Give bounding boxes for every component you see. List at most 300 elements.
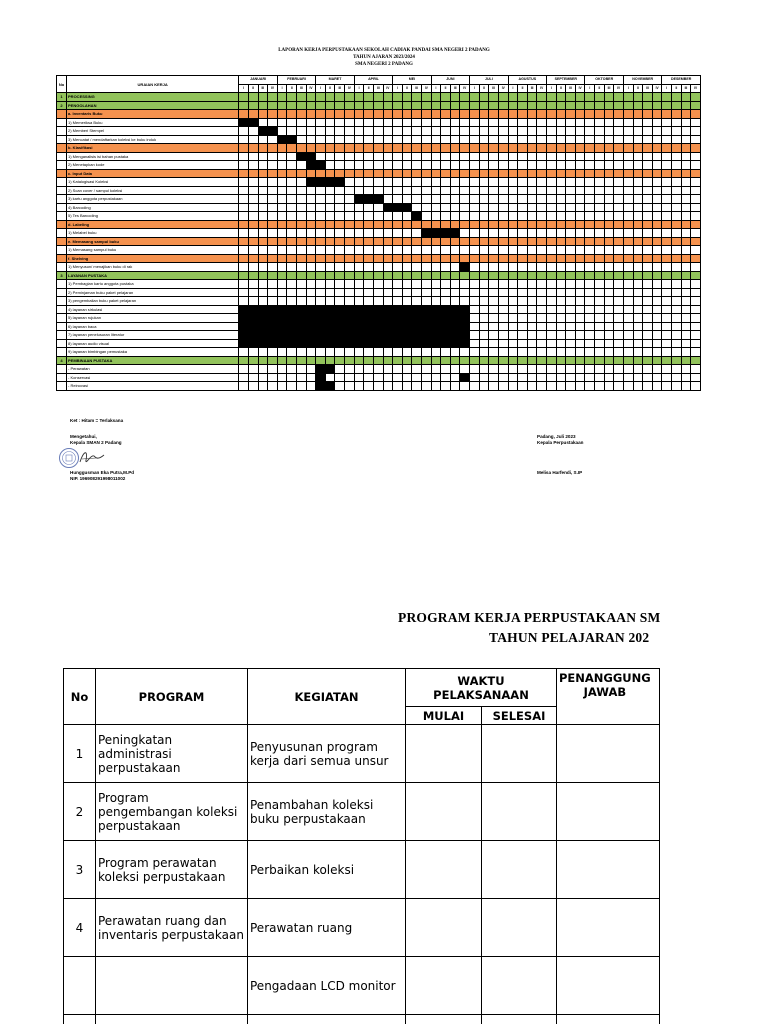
gantt-row-label: 3) Mencatat / mendaftarkan koleksi ke buku induk: [67, 135, 239, 144]
gantt-cell: [672, 101, 682, 110]
gantt-row-label: 4) Barcoding: [67, 203, 239, 212]
gantt-cell: [681, 237, 691, 246]
gantt-week-header: III: [527, 84, 537, 93]
gantt-cell: [672, 135, 682, 144]
gantt-cell: [681, 127, 691, 136]
gantt-cell: [681, 229, 691, 238]
gantt-week-header: III: [450, 84, 460, 93]
gantt-row-label: PEMBINAAN PUSTAKA: [67, 356, 239, 365]
program-row-selesai: [482, 957, 557, 1015]
gantt-cell: [691, 152, 701, 161]
gantt-header-uraian: URAIAN KERJA: [67, 76, 239, 93]
gantt-row-label: 3) pengembalian buku paket pelajaran: [67, 297, 239, 306]
gantt-cell: [672, 229, 682, 238]
gantt-cell: [662, 110, 672, 119]
left-sign-name: Hunggusman Eka Putra,M.Pd: [70, 470, 135, 475]
gantt-cell: [672, 322, 682, 331]
gantt-cell: [681, 356, 691, 365]
gantt-cell: [691, 322, 701, 331]
gantt-cell: [691, 365, 701, 374]
gantt-cell: [662, 169, 672, 178]
gantt-week-header: III: [489, 84, 499, 93]
gantt-cell: [672, 305, 682, 314]
gantt-week-header: I: [431, 84, 441, 93]
gantt-cell: [672, 314, 682, 323]
gantt-cell: [681, 288, 691, 297]
gantt-week-header: III: [335, 84, 345, 93]
gantt-row-label: 9) layanan bimbingan pemustaka: [67, 348, 239, 357]
program-row: [64, 899, 660, 957]
gantt-cell: [681, 348, 691, 357]
gantt-row-label: - Konservasi: [67, 373, 239, 382]
program-row-no: 3: [64, 841, 96, 899]
program-empty-cell: [96, 1015, 248, 1024]
gantt-cell: [691, 135, 701, 144]
gantt-cell: [662, 118, 672, 127]
gantt-row-label: 7) layanan penelusuran literatur: [67, 331, 239, 340]
gantt-week-header: III: [604, 84, 614, 93]
gantt-cell: [681, 144, 691, 153]
gantt-cell: [681, 212, 691, 221]
gantt-cell: [681, 280, 691, 289]
gantt-cell: [662, 365, 672, 374]
program-empty-cell: [64, 1015, 96, 1024]
gantt-week-header: IV: [383, 84, 393, 93]
gantt-week-header: II: [672, 84, 682, 93]
program-table: [63, 668, 660, 1024]
gantt-row-no: 1: [57, 93, 67, 102]
gantt-cell: [681, 101, 691, 110]
program-row-pj: [557, 783, 660, 841]
gantt-cell: [691, 110, 701, 119]
gantt-row-label: 3) kartu anggota perpustakaan: [67, 195, 239, 204]
gantt-cell: [672, 152, 682, 161]
gantt-cell: [691, 263, 701, 272]
gantt-week-header: I: [354, 84, 364, 93]
gantt-row-label: 1) Memasang sampul buku: [67, 246, 239, 255]
gantt-cell: [691, 229, 701, 238]
gantt-month-header: FEBRUARI: [277, 76, 315, 85]
gantt-cell: [681, 246, 691, 255]
gantt-cell: [691, 339, 701, 348]
gantt-week-header: II: [556, 84, 566, 93]
gantt-month-header: MARET: [316, 76, 354, 85]
gantt-cell: [681, 118, 691, 127]
gantt-week-header: IV: [691, 84, 701, 93]
left-sign-nip: NIP. 196908291998011002: [70, 476, 126, 481]
gantt-row-label: 1) Memeriksa Buku: [67, 118, 239, 127]
program-row-kegiatan: Penambahan koleksi buku perpustakaan: [248, 783, 406, 841]
gantt-cell: [672, 118, 682, 127]
gantt-row-label: LAYANAN PUSTAKA: [67, 271, 239, 280]
gantt-cell: [672, 348, 682, 357]
program-row-kegiatan: Perawatan ruang: [248, 899, 406, 957]
gantt-week-header: IV: [306, 84, 316, 93]
gantt-week-header: III: [681, 84, 691, 93]
gantt-week-header: III: [258, 84, 268, 93]
gantt-cell: [672, 127, 682, 136]
gantt-cell: [662, 195, 672, 204]
gantt-cell: [672, 237, 682, 246]
gantt-month-header: SEPTEMBER: [547, 76, 585, 85]
gantt-cell: [672, 203, 682, 212]
program-row-no: 2: [64, 783, 96, 841]
gantt-cell: [662, 220, 672, 229]
program-row: [64, 783, 660, 841]
gantt-cell: [681, 254, 691, 263]
gantt-cell: [681, 373, 691, 382]
header-kegiatan: KEGIATAN: [248, 669, 406, 725]
gantt-month-header: APRIL: [354, 76, 392, 85]
program-row-pj: [557, 899, 660, 957]
gantt-month-header: NOVEMBER: [623, 76, 661, 85]
gantt-cell: [681, 297, 691, 306]
gantt-cell: [691, 297, 701, 306]
gantt-cell: [662, 101, 672, 110]
gantt-week-header: I: [393, 84, 403, 93]
gantt-cell: [662, 186, 672, 195]
gantt-cell: [691, 220, 701, 229]
gantt-row-label: 2) Memberi Stempel: [67, 127, 239, 136]
gantt-week-header: III: [643, 84, 653, 93]
program-row-selesai: [482, 841, 557, 899]
gantt-cell: [672, 382, 682, 391]
gantt-cell: [662, 254, 672, 263]
gantt-cell: [691, 254, 701, 263]
left-sign-position: Kepala SMAN 2 Padang: [70, 440, 122, 445]
program-row-mulai: [406, 841, 482, 899]
header-selesai: SELESAI: [482, 707, 557, 725]
gantt-week-header: II: [595, 84, 605, 93]
gantt-cell: [681, 195, 691, 204]
gantt-row-label: 5) layanan rujukan: [67, 314, 239, 323]
gantt-week-header: III: [412, 84, 422, 93]
gantt-row-label: e. Memasang sampul buku: [67, 237, 239, 246]
gantt-row-label: 2) Peminjaman buku paket pelajaran: [67, 288, 239, 297]
program-row: [64, 841, 660, 899]
gantt-cell: [681, 152, 691, 161]
gantt-cell: [681, 186, 691, 195]
gantt-cell: [662, 305, 672, 314]
gantt-row-label: 2) Menetapkan kode: [67, 161, 239, 170]
gantt-month-header: JULI: [470, 76, 508, 85]
program-row-pj: [557, 725, 660, 783]
gantt-cell: [681, 314, 691, 323]
gantt-row-label: - Reinovasi: [67, 382, 239, 391]
gantt-week-header: I: [316, 84, 326, 93]
report-year: TAHUN AJARAN 2023/2024: [353, 55, 415, 60]
gantt-cell: [672, 280, 682, 289]
gantt-cell: [672, 246, 682, 255]
report-title: LAPORAN KERJA PERPUSTAKAAN SEKOLAH CADIAK PANDAI SMA NEGERI 2 PADANG: [278, 48, 490, 53]
gantt-cell: [691, 237, 701, 246]
gantt-cell: [691, 356, 701, 365]
header-mulai: MULAI: [406, 707, 482, 725]
gantt-month-header: JANUARI: [239, 76, 277, 85]
gantt-cell: [681, 322, 691, 331]
gantt-week-header: II: [518, 84, 528, 93]
gantt-cell: [662, 203, 672, 212]
gantt-cell: [672, 365, 682, 374]
gantt-row-label: PENGOLAHAN: [67, 101, 239, 110]
gantt-cell: [681, 220, 691, 229]
gantt-cell: [662, 237, 672, 246]
left-sign-known: Mengetahui,: [70, 434, 97, 439]
program-row-program: Program pengembangan koleksi perpustakaan: [96, 783, 248, 841]
gantt-cell: [691, 382, 701, 391]
gantt-row-label: PROCESSING: [67, 93, 239, 102]
gantt-week-header: II: [633, 84, 643, 93]
gantt-cell: [672, 186, 682, 195]
gantt-row-label: 1) Menganalisis isi bahan pustaka: [67, 152, 239, 161]
gantt-week-header: III: [566, 84, 576, 93]
gantt-cell: [662, 356, 672, 365]
right-sign-place-date: Padang, Juli 2023: [537, 434, 576, 439]
gantt-cell: [681, 135, 691, 144]
gantt-cell: [691, 331, 701, 340]
gantt-cell: [691, 101, 701, 110]
gantt-cell: [672, 263, 682, 272]
gantt-week-header: IV: [345, 84, 355, 93]
gantt-cell: [662, 348, 672, 357]
program-empty-cell: [557, 1015, 660, 1024]
gantt-week-header: IV: [460, 84, 470, 93]
gantt-cell: [662, 263, 672, 272]
gantt-week-header: II: [441, 84, 451, 93]
gantt-row-label: 1) Katalogisasi Koleksi: [67, 178, 239, 187]
gantt-cell: [662, 297, 672, 306]
gantt-cell: [681, 178, 691, 187]
gantt-week-header: II: [248, 84, 258, 93]
gantt-week-header: II: [325, 84, 335, 93]
gantt-row-label: 8) layanan audio visual: [67, 339, 239, 348]
gantt-cell: [662, 246, 672, 255]
gantt-cell: [672, 288, 682, 297]
gantt-cell: [672, 271, 682, 280]
gantt-row-label: 1) Pembagian kartu anggota pustaka: [67, 280, 239, 289]
gantt-cell: [662, 161, 672, 170]
gantt-cell: [691, 280, 701, 289]
program-row-no: 4: [64, 899, 96, 957]
gantt-cell: [662, 229, 672, 238]
program-row-kegiatan: Penyusunan program kerja dari semua unsur: [248, 725, 406, 783]
gantt-cell: [662, 152, 672, 161]
gantt-cell: [672, 373, 682, 382]
gantt-week-header: IV: [268, 84, 278, 93]
gantt-week-header: I: [508, 84, 518, 93]
gantt-cell: [662, 288, 672, 297]
program-row-selesai: [482, 783, 557, 841]
gantt-week-header: III: [373, 84, 383, 93]
gantt-cell: [681, 271, 691, 280]
right-sign-position: Kepala Perpustakaan: [537, 440, 584, 445]
program-empty-cell: [482, 1015, 557, 1024]
gantt-cell: [691, 305, 701, 314]
gantt-week-header: II: [479, 84, 489, 93]
gantt-cell: [691, 195, 701, 204]
gantt-cell: [691, 186, 701, 195]
program-row-selesai: [482, 899, 557, 957]
gantt-cell: [672, 339, 682, 348]
gantt-month-header: MEI: [393, 76, 431, 85]
gantt-month-header: OKTOBER: [585, 76, 623, 85]
program-row-selesai: [482, 725, 557, 783]
gantt-cell: [691, 212, 701, 221]
program-row-program: [96, 957, 248, 1015]
gantt-cell: [691, 288, 701, 297]
gantt-row-label: 1) Melabel buku: [67, 229, 239, 238]
program-row-no: [64, 957, 96, 1015]
program-row: [64, 1015, 660, 1024]
program-row: [64, 725, 660, 783]
program-row: [64, 957, 660, 1015]
gantt-cell: [662, 127, 672, 136]
gantt-cell: [681, 331, 691, 340]
gantt-week-header: I: [547, 84, 557, 93]
program-row-kegiatan: Pengadaan LCD monitor: [248, 957, 406, 1015]
gantt-cell: [672, 220, 682, 229]
gantt-cell: [691, 373, 701, 382]
gantt-cell: [691, 169, 701, 178]
program-row-mulai: [406, 783, 482, 841]
gantt-row-label: - Perawatan: [67, 365, 239, 374]
gantt-row-no: 4: [57, 356, 67, 365]
gantt-header-no: No: [57, 76, 67, 93]
program-row-mulai: [406, 725, 482, 783]
gantt-cell: [681, 382, 691, 391]
gantt-week-header: IV: [652, 84, 662, 93]
gantt-cell: [691, 178, 701, 187]
gantt-cell: [691, 348, 701, 357]
gantt-cell: [662, 271, 672, 280]
program-empty-cell: [406, 1015, 482, 1024]
gantt-cell: [672, 178, 682, 187]
gantt-row-label: f. Shelving: [67, 254, 239, 263]
gantt-week-header: III: [297, 84, 307, 93]
gantt-cell: [672, 356, 682, 365]
gantt-cell: [681, 305, 691, 314]
gantt-month-header: AGUSTUS: [508, 76, 546, 85]
header-no: No: [64, 669, 96, 725]
program-empty-cell: [248, 1015, 406, 1024]
program-row-no: 1: [64, 725, 96, 783]
gantt-cell: [672, 254, 682, 263]
program-row-mulai: [406, 899, 482, 957]
gantt-week-header: II: [364, 84, 374, 93]
gantt-cell: [662, 322, 672, 331]
gantt-row-no: 2: [57, 101, 67, 110]
gantt-week-header: I: [662, 84, 672, 93]
gantt-cell: [672, 297, 682, 306]
gantt-week-header: I: [239, 84, 249, 93]
right-sign-name: Melisa Harfendi, S.IP: [537, 470, 583, 475]
program-row-program: Program perawatan koleksi perpustakaan: [96, 841, 248, 899]
gantt-week-header: I: [585, 84, 595, 93]
gantt-cell: [691, 127, 701, 136]
gantt-cell: [681, 339, 691, 348]
gantt-cell: [672, 93, 682, 102]
gantt-cell: [691, 314, 701, 323]
program-row-pj: [557, 957, 660, 1015]
gantt-week-header: IV: [498, 84, 508, 93]
gantt-cell: [691, 118, 701, 127]
gantt-cell: [662, 93, 672, 102]
gantt-week-header: IV: [614, 84, 624, 93]
gantt-row-no: 3: [57, 271, 67, 280]
gantt-cell: [691, 161, 701, 170]
gantt-row-label: c. Input Data: [67, 169, 239, 178]
gantt-cell: [662, 280, 672, 289]
gantt-week-header: II: [287, 84, 297, 93]
gantt-cell: [662, 373, 672, 382]
gantt-cell: [662, 135, 672, 144]
gantt-cell: [662, 339, 672, 348]
gantt-week-header: IV: [422, 84, 432, 93]
gantt-cell: [681, 203, 691, 212]
program-year: TAHUN PELAJARAN 202: [489, 630, 650, 645]
program-row-mulai: [406, 957, 482, 1015]
gantt-cell: [672, 144, 682, 153]
gantt-row-label: b. Klasifikasi: [67, 144, 239, 153]
gantt-week-header: IV: [537, 84, 547, 93]
gantt-month-header: JUNI: [431, 76, 469, 85]
gantt-cell: [662, 314, 672, 323]
report-school: SMA NEGERI 2 PADANG: [355, 62, 413, 67]
gantt-cell: [691, 271, 701, 280]
gantt-month-header: DESEMBER: [662, 76, 701, 85]
program-row-program: Peningkatan administrasi perpustakaan: [96, 725, 248, 783]
gantt-cell: [662, 382, 672, 391]
gantt-row-label: 1) Menyusun/ menajikan buku di rak: [67, 263, 239, 272]
gantt-cell: [691, 93, 701, 102]
gantt-cell: [681, 93, 691, 102]
gantt-cell: [681, 365, 691, 374]
legend-note: Ket : Hitam = Terlaksana: [70, 418, 124, 423]
gantt-cell: [672, 195, 682, 204]
gantt-row-label: 6) layanan baca: [67, 322, 239, 331]
gantt-cell: [662, 331, 672, 340]
gantt-cell: [691, 144, 701, 153]
gantt-row-label: 5) Tes Barcoding: [67, 212, 239, 221]
gantt-cell: [672, 212, 682, 221]
header-program: PROGRAM: [96, 669, 248, 725]
header-penanggung-jawab: PENANGGUNG JAWAB: [557, 669, 660, 725]
program-row-kegiatan: Perbaikan koleksi: [248, 841, 406, 899]
gantt-cell: [662, 144, 672, 153]
header-waktu: WAKTU PELAKSANAAN: [406, 669, 557, 707]
program-row-program: Perawatan ruang dan inventaris perpustakaan: [96, 899, 248, 957]
gantt-cell: [672, 110, 682, 119]
gantt-week-header: IV: [575, 84, 585, 93]
gantt-row-label: 4) layanan sirkulasi: [67, 305, 239, 314]
gantt-cell: [681, 169, 691, 178]
gantt-cell: [672, 169, 682, 178]
program-row-pj: [557, 841, 660, 899]
gantt-week-header: I: [470, 84, 480, 93]
gantt-week-header: II: [402, 84, 412, 93]
gantt-cell: [672, 331, 682, 340]
gantt-cell: [681, 161, 691, 170]
gantt-cell: [681, 110, 691, 119]
gantt-cell: [662, 212, 672, 221]
gantt-cell: [662, 178, 672, 187]
gantt-cell: [672, 161, 682, 170]
gantt-row-label: a. Inventaris Buku: [67, 110, 239, 119]
gantt-cell: [681, 263, 691, 272]
gantt-week-header: I: [623, 84, 633, 93]
gantt-cell: [691, 246, 701, 255]
gantt-cell: [691, 203, 701, 212]
